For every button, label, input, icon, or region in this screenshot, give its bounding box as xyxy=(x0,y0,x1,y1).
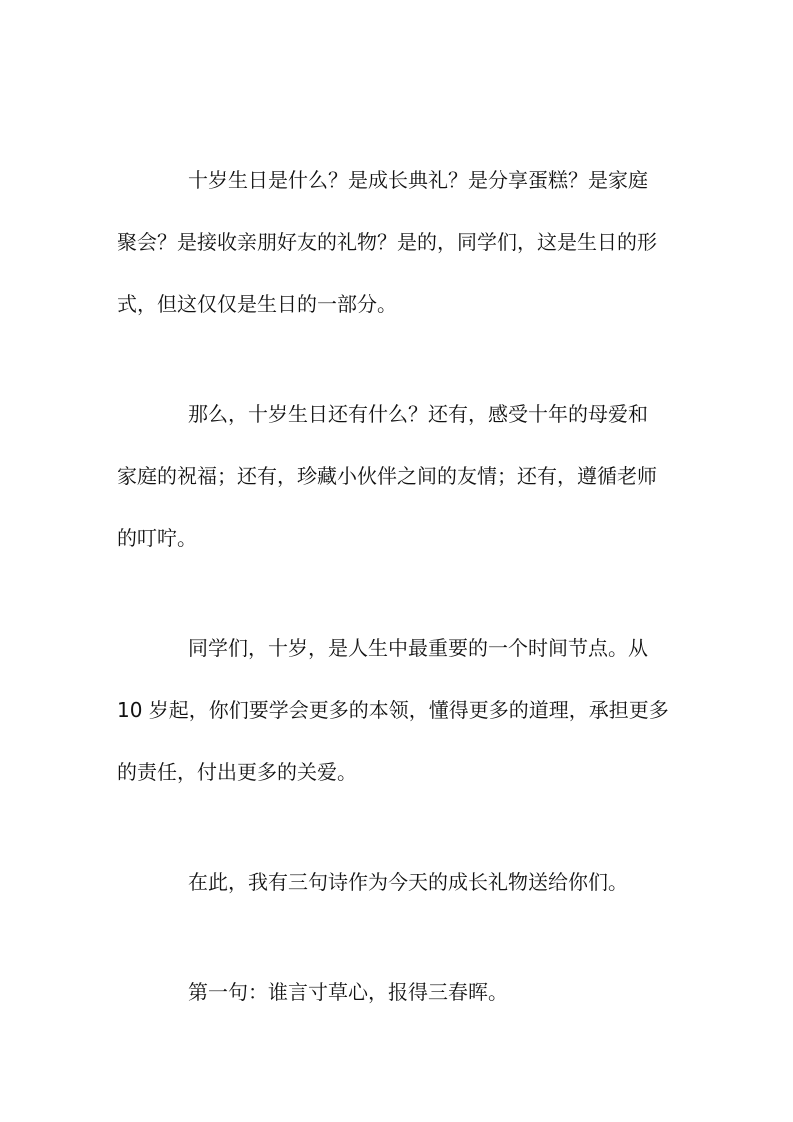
paragraph-1-line-1: 十岁生日是什么？是成长典礼？是分享蛋糕？是家庭 xyxy=(188,168,648,192)
paragraph-1-line-3: 式，但这仅仅是生日的一部分。 xyxy=(117,292,397,316)
paragraph-3-line-2: 10 岁起，你们要学会更多的本领，懂得更多的道理，承担更多 xyxy=(117,698,669,722)
paragraph-4-line-1: 在此，我有三句诗作为今天的成长礼物送给你们。 xyxy=(188,870,628,894)
paragraph-1-line-2: 聚会？是接收亲朋好友的礼物？是的，同学们，这是生日的形 xyxy=(117,230,657,254)
paragraph-2-line-3: 的叮咛。 xyxy=(117,526,197,550)
paragraph-2-line-1: 那么，十岁生日还有什么？还有，感受十年的母爱和 xyxy=(188,402,648,426)
paragraph-2-line-2: 家庭的祝福；还有，珍藏小伙伴之间的友情；还有，遵循老师 xyxy=(117,464,657,488)
paragraph-5-line-1: 第一句：谁言寸草心，报得三春晖。 xyxy=(188,980,508,1004)
paragraph-3-line-3: 的责任，付出更多的关爱。 xyxy=(117,760,357,784)
paragraph-3-line-1: 同学们，十岁，是人生中最重要的一个时间节点。从 xyxy=(188,636,648,660)
